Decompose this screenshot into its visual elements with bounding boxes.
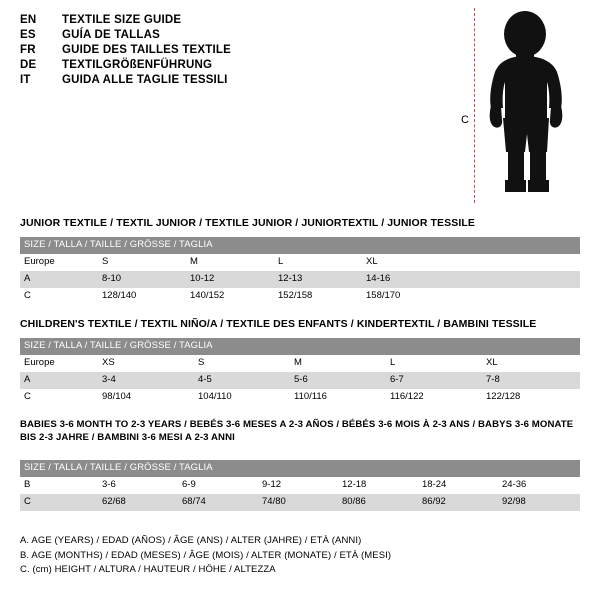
cell-empty <box>450 288 580 305</box>
cell: 74/80 <box>258 494 338 511</box>
cell: 104/110 <box>194 389 290 406</box>
cell: 14-16 <box>362 271 450 288</box>
cell: 140/152 <box>186 288 274 305</box>
table-header-band <box>20 460 580 477</box>
cell: 12-18 <box>338 477 418 494</box>
table-children <box>20 338 580 406</box>
cell: 152/158 <box>274 288 362 305</box>
language-row <box>20 59 440 71</box>
footnote-c: C. (cm) HEIGHT / ALTURA / HAUTEUR / HÖHE / ALTEZZA <box>20 564 276 576</box>
table-row <box>20 477 580 494</box>
language-code: IT <box>20 74 31 86</box>
cell: 18-24 <box>418 477 498 494</box>
cell: XS <box>98 355 194 372</box>
cell: 62/68 <box>98 494 178 511</box>
row-label: Europe <box>20 355 98 372</box>
cell-empty <box>450 254 580 271</box>
footnotes <box>20 534 580 578</box>
language-row <box>20 44 440 56</box>
cell: 92/98 <box>498 494 580 511</box>
cell: L <box>274 254 362 271</box>
section-title-babies <box>20 419 580 445</box>
section-title-junior: JUNIOR TEXTILE / TEXTIL JUNIOR / TEXTILE JUNIOR / JUNIORTEXTIL / JUNIOR TESSILE <box>20 217 475 229</box>
table-band-label: SIZE / TALLA / TAILLE / GRÖSSE / TAGLIA <box>20 237 580 254</box>
table-row <box>20 254 580 271</box>
table-row <box>20 389 580 406</box>
row-label: B <box>20 477 98 494</box>
cell: 9-12 <box>258 477 338 494</box>
cell: 7-8 <box>482 372 580 389</box>
cell: 6-9 <box>178 477 258 494</box>
row-label: A <box>20 271 98 288</box>
cell: 24-36 <box>498 477 580 494</box>
cell: 3-6 <box>98 477 178 494</box>
cell: 5-6 <box>290 372 386 389</box>
height-guide-line <box>474 8 475 203</box>
cell: XL <box>362 254 450 271</box>
cell: L <box>386 355 482 372</box>
cell: 4-5 <box>194 372 290 389</box>
toddler-silhouette-icon <box>483 10 583 202</box>
cell: 12-13 <box>274 271 362 288</box>
footnote-b: B. AGE (MONTHS) / EDAD (MESES) / ÂGE (MOIS) / ALTER (MONATE) / ETÀ (MESI) <box>20 549 392 561</box>
row-label: A <box>20 372 98 389</box>
child-figure <box>445 8 585 203</box>
language-row <box>20 29 440 41</box>
table-row <box>20 494 580 511</box>
cell: 116/122 <box>386 389 482 406</box>
section-title-children: CHILDREN'S TEXTILE / TEXTIL NIÑO/A / TEXTILE DES ENFANTS / KINDERTEXTIL / BAMBINI TESSILE <box>20 318 537 330</box>
table-row <box>20 355 580 372</box>
cell: 86/92 <box>418 494 498 511</box>
cell: 128/140 <box>98 288 186 305</box>
language-code: EN <box>20 14 37 26</box>
row-label: C <box>20 288 98 305</box>
cell: 98/104 <box>98 389 194 406</box>
language-row <box>20 14 440 26</box>
language-code: ES <box>20 29 36 41</box>
language-code: FR <box>20 44 36 56</box>
table-header-band <box>20 338 580 355</box>
table-band-label: SIZE / TALLA / TAILLE / GRÖSSE / TAGLIA <box>20 338 580 355</box>
cell: M <box>290 355 386 372</box>
cell: XL <box>482 355 580 372</box>
table-row <box>20 271 580 288</box>
cell: S <box>98 254 186 271</box>
cell: 122/128 <box>482 389 580 406</box>
cell: M <box>186 254 274 271</box>
language-title: GUIDA ALLE TAGLIE TESSILI <box>62 74 228 86</box>
row-label: C <box>20 389 98 406</box>
cell: S <box>194 355 290 372</box>
language-title: GUÍA DE TALLAS <box>62 29 160 41</box>
cell: 8-10 <box>98 271 186 288</box>
language-title: TEXTILE SIZE GUIDE <box>62 14 182 26</box>
row-label: C <box>20 494 98 511</box>
footnote-a: A. AGE (YEARS) / EDAD (AÑOS) / ÂGE (ANS) / ALTER (JAHRE) / ETÀ (ANNI) <box>20 535 362 546</box>
cell: 6-7 <box>386 372 482 389</box>
cell-empty <box>450 271 580 288</box>
cell: 10-12 <box>186 271 274 288</box>
language-row <box>20 74 440 86</box>
table-band-label: SIZE / TALLA / TAILLE / GRÖSSE / TAGLIA <box>20 460 580 477</box>
table-junior <box>20 237 580 305</box>
cell: 3-4 <box>98 372 194 389</box>
cell: 158/170 <box>362 288 450 305</box>
section-title-babies-line: BABIES 3-6 MONTH TO 2-3 YEARS / BEBÉS 3-6 MESES A 2-3 AÑOS / BÉBÉS 3-6 MOIS À 2-3 ANS / BABYS 3-6 MONATE BIS 2-3 JAHRE / BAMBINI 3-6 MESI A 2-3 ANNI <box>20 419 574 443</box>
cell: 68/74 <box>178 494 258 511</box>
language-title: GUIDE DES TAILLES TEXTILE <box>62 44 231 56</box>
cell: 80/86 <box>338 494 418 511</box>
table-header-band <box>20 237 580 254</box>
height-measure-label: C <box>461 114 469 126</box>
language-code: DE <box>20 59 37 71</box>
table-row <box>20 372 580 389</box>
cell: 110/116 <box>290 389 386 406</box>
table-babies <box>20 460 580 511</box>
row-label: Europe <box>20 254 98 271</box>
table-row <box>20 288 580 305</box>
language-title: TEXTILGRÖßENFÜHRUNG <box>62 59 213 71</box>
header-language-list <box>20 14 440 89</box>
